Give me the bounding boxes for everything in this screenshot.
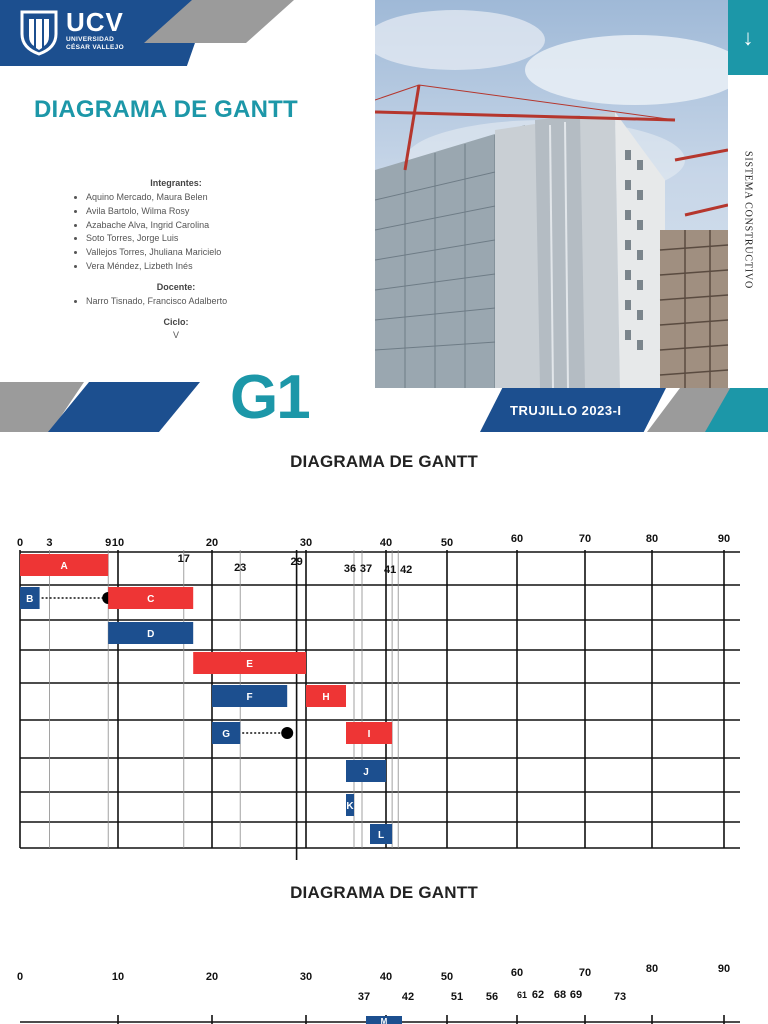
milestone-tick-label: 9 [105,537,112,549]
gantt-bar-label: L [377,830,385,841]
axis-tick-label: 60 [510,967,524,979]
milestone-tick-label: 41 [383,564,397,576]
cover-slide [0,0,768,432]
gantt-chart-2 [0,960,768,1024]
milestone-tick-label: 62 [531,989,545,1001]
axis-tick-label: 30 [299,537,313,549]
axis-tick-label: 70 [578,967,592,979]
teacher-name: • Narro Tisnado, Francisco Adalberto [86,295,292,309]
milestone-tick-label: 61 [516,990,528,1000]
gantt-bar-label: A [60,561,68,572]
university-logo [66,8,124,52]
axis-tick-label: 80 [645,963,659,975]
logo-line2: CÉSAR VALLEJO [66,44,124,51]
milestone-tick-label: 17 [177,553,190,565]
logo-line1: UNIVERSIDAD [66,36,115,43]
teacher-heading: Docente: [156,281,196,292]
gantt-bar-label: J [363,767,369,778]
milestone-tick-label: 73 [613,991,627,1003]
axis-tick-label: 60 [510,533,524,545]
gantt-bar-label: G [222,729,230,740]
slack-end-dot [281,727,293,739]
gantt1-title: DIAGRAMA DE GANTT [290,452,478,471]
milestone-tick-label: 23 [234,562,247,574]
gantt-bar-label: E [246,659,253,670]
member-item: • Vera Méndez, Lizbeth Inés [86,260,292,274]
axis-tick-label: 70 [578,533,592,545]
milestone-tick-label: 68 [553,989,567,1001]
cycle-heading: Ciclo: [163,316,189,327]
construction-photo [375,0,728,388]
ucv-shield-icon [20,10,58,56]
gantt-bar-label: I [367,729,371,740]
member-item: • Avila Bartolo, Wilma Rosy [86,205,292,219]
gantt-bar-label: F [246,692,253,703]
cycle-value: V [172,329,179,340]
gantt-bar-label: D [147,629,155,640]
axis-tick-label: 90 [717,963,731,975]
axis-tick-label: 50 [440,537,454,549]
axis-tick-label: 20 [205,971,219,983]
milestone-tick-label: 42 [401,991,415,1003]
logo-abbr: UCV [66,7,124,37]
axis-tick-label: 50 [440,971,454,983]
gantt-bar-label: K [346,801,354,812]
gantt-bar-label: H [322,692,330,703]
side-label [728,80,768,380]
milestone-tick-label: 56 [485,991,499,1003]
member-item: • Soto Torres, Jorge Luis [86,232,292,246]
member-item: • Azabache Alva, Ingrid Carolina [86,219,292,233]
axis-tick-label: 80 [645,533,659,545]
building-under-construction-illustration [375,0,728,388]
teacher-list [60,295,292,309]
milestone-tick-label: 69 [569,989,583,1001]
team-info [60,170,292,340]
axis-tick-label: 40 [379,537,393,549]
milestone-tick-label: 37 [359,563,373,575]
members-heading: Integrantes: [150,178,202,188]
axis-tick-label: 0 [16,537,24,549]
axis-tick-label: 0 [16,971,24,983]
axis-tick-label: 10 [111,537,125,549]
milestone-tick-label: 3 [46,537,53,549]
gantt-chart-1 [0,530,768,865]
axis-tick-label: 20 [205,537,219,549]
city-year-label: TRUJILLO 2023-I [510,403,622,418]
members-list [60,191,292,274]
gantt-bar-label: M [380,1017,388,1024]
axis-tick-label: 10 [111,971,125,983]
milestone-tick-label: 51 [450,991,464,1003]
axis-tick-label: 40 [379,971,393,983]
group-label: G1 [230,363,309,432]
scroll-down-arrow-icon: ↓ [728,0,768,75]
milestone-tick-label: 42 [400,564,413,576]
milestone-tick-label: 36 [343,563,357,575]
milestone-tick-label: 37 [357,991,371,1003]
side-label-text: SISTEMA CONSTRUCTIVO [742,151,754,289]
gantt-bar-label: C [147,594,155,605]
cover-title: DIAGRAMA DE GANTT [34,96,298,123]
milestone-tick-label: 29 [290,556,303,568]
gantt2-title: DIAGRAMA DE GANTT [290,883,478,902]
axis-tick-label: 30 [299,971,313,983]
member-item: • Vallejos Torres, Jhuliana Maricielo [86,246,292,260]
axis-tick-label: 90 [717,533,731,545]
member-item: • Aquino Mercado, Maura Belen [86,191,292,205]
gantt-bar-label: B [26,594,34,605]
